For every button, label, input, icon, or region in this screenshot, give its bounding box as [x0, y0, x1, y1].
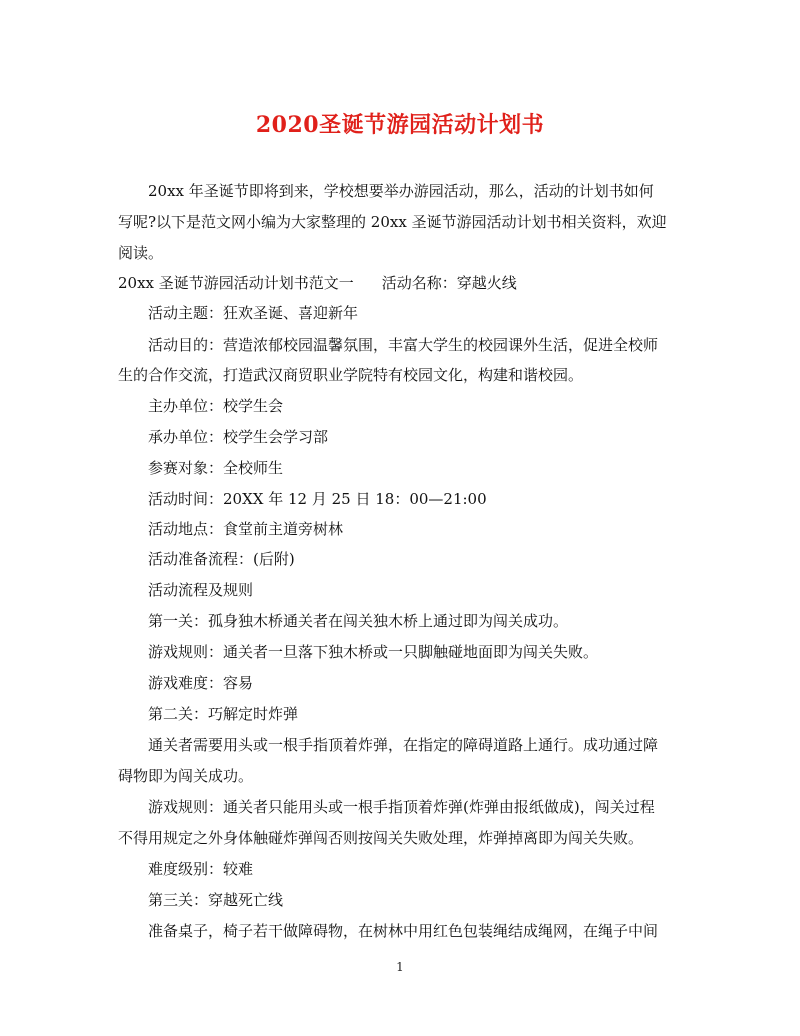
paragraph-line: 生的合作交流，打造武汉商贸职业学院特有校园文化，构建和谐校园。 — [118, 366, 584, 384]
paragraph-line: 碍物即为闯关成功。 — [118, 767, 254, 785]
paragraph-line: 不得用规定之外身体触碰炸弹闯否则按闯关失败处理，炸弹掉离即为闯关失败。 — [118, 829, 644, 847]
paragraph-line: 活动准备流程：(后附) — [148, 550, 295, 568]
paragraph-line: 活动流程及规则 — [148, 581, 254, 599]
paragraph-line: 第二关：巧解定时炸弹 — [148, 705, 299, 723]
paragraph-line: 游戏难度：容易 — [148, 674, 254, 692]
paragraph-line: 主办单位：校学生会 — [148, 397, 284, 415]
section-heading: 20xx 圣诞节游园活动计划书范文一 — [118, 274, 354, 292]
paragraph-line: 通关者需要用头或一根手指顶着炸弹，在指定的障碍道路上通行。成功通过障 — [148, 736, 659, 754]
paragraph-line: 活动时间：20XX 年 12 月 25 日 18：00—21:00 — [148, 490, 487, 508]
page-number: 1 — [396, 960, 404, 974]
paragraph-line: 活动地点：食堂前主道旁树林 — [148, 520, 344, 538]
section-heading-line — [118, 273, 688, 293]
paragraph-line: 第三关：穿越死亡线 — [148, 891, 284, 909]
paragraph-line: 游戏规则：通关者只能用头或一根手指顶着炸弹(炸弹由报纸做成)，闯关过程 — [148, 798, 655, 816]
paragraph-line: 第一关：孤身独木桥通关者在闯关独木桥上通过即为闯关成功。 — [148, 612, 569, 630]
paragraph-line: 准备桌子，椅子若干做障碍物，在树林中用红色包装绳结成绳网，在绳子中间 — [148, 922, 659, 940]
paragraph-line: 写呢?以下是范文网小编为大家整理的 20xx 圣诞节游园活动计划书相关资料，欢迎 — [118, 213, 667, 231]
activity-name: 活动名称：穿越火线 — [381, 274, 517, 292]
document-title: 2020圣诞节游园活动计划书 — [255, 112, 545, 138]
paragraph-line: 20xx 年圣诞节即将到来，学校想要举办游园活动，那么，活动的计划书如何 — [148, 182, 654, 200]
paragraph-line: 难度级别：较难 — [148, 860, 254, 878]
paragraph-line: 阅读。 — [118, 244, 164, 262]
paragraph-line: 参赛对象：全校师生 — [148, 459, 284, 477]
paragraph-line: 活动主题：狂欢圣诞、喜迎新年 — [148, 304, 359, 322]
paragraph-line: 游戏规则：通关者一旦落下独木桥或一只脚触碰地面即为闯关失败。 — [148, 643, 599, 661]
paragraph-line: 活动目的：营造浓郁校园温馨氛围，丰富大学生的校园课外生活，促进全校师 — [148, 336, 659, 354]
paragraph-line: 承办单位：校学生会学习部 — [148, 428, 329, 446]
